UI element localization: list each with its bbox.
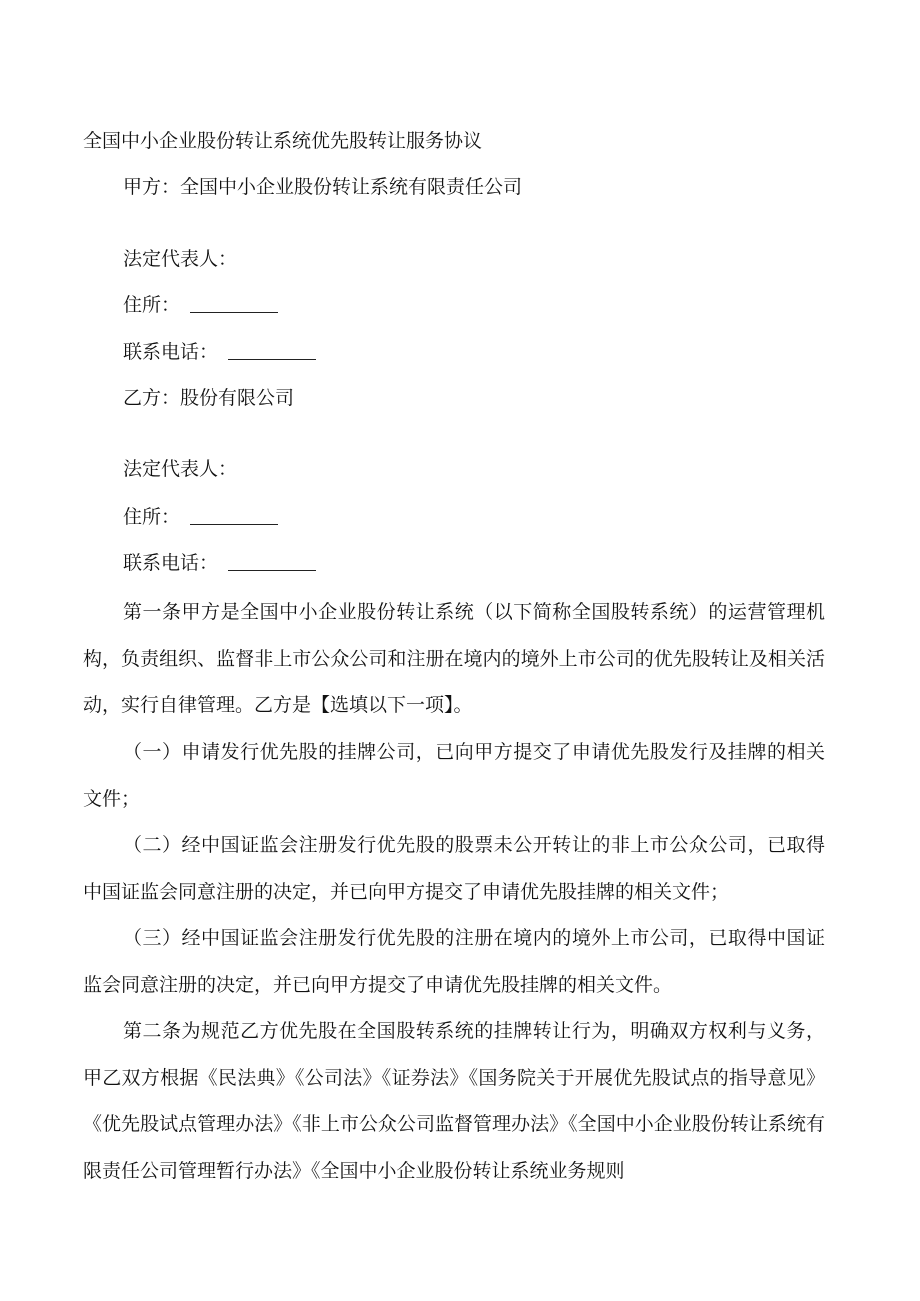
party-a-name: 甲方：全国中小企业股份转让系统有限责任公司 xyxy=(123,176,523,198)
article-2: 第二条为规范乙方优先股在全国股转系统的挂牌转让行为，明确双方权利与义务，甲乙双方根据《民法典》《公司法》《证券法》《国务院关于开展优先股试点的指导意见》《优先股试点管理办法》《非上市公众公司监督管理办法》《全国中小企业股份转让系统有限责任公司管理暂行办法》《全国中小企业股份转让系统业务规则 xyxy=(83,1020,825,1182)
party-b-address-label: 住所： xyxy=(123,506,181,528)
article-1: 第一条甲方是全国中小企业股份转让系统（以下简称全国股转系统）的运营管理机构，负责组织、监督非上市公众公司和注册在境内的境外上市公司的优先股转让及相关活动，实行自律管理。乙方是【选填以下一项】。 xyxy=(83,601,825,716)
article-1-option-3: （三）经中国证监会注册发行优先股的注册在境内的境外上市公司，已取得中国证监会同意注册的决定，并已向甲方提交了申请优先股挂牌的相关文件。 xyxy=(83,927,825,996)
party-a-address-label: 住所： xyxy=(123,294,181,316)
party-b-name: 乙方：股份有限公司 xyxy=(123,387,295,409)
party-b-phone xyxy=(123,549,316,577)
document-title: 全国中小企业股份转让系统优先股转让服务协议 xyxy=(83,130,483,152)
party-a-phone-label: 联系电话： xyxy=(123,341,219,363)
party-b-phone-blank xyxy=(228,552,316,571)
party-b-representative: 法定代表人： xyxy=(123,458,238,480)
article-1-option-2: （二）经中国证监会注册发行优先股的股票未公开转让的非上市公众公司，已取得中国证监会同意注册的决定，并已向甲方提交了申请优先股挂牌的相关文件； xyxy=(83,834,825,903)
party-a-address-blank xyxy=(190,294,278,313)
party-a-phone-blank xyxy=(228,341,316,360)
party-a-representative: 法定代表人： xyxy=(123,248,238,270)
article-1-option-1: （一）申请发行优先股的挂牌公司，已向甲方提交了申请优先股发行及挂牌的相关文件； xyxy=(83,741,825,810)
party-b-phone-label: 联系电话： xyxy=(123,552,219,574)
party-b-address-blank xyxy=(190,506,278,525)
party-a-phone xyxy=(123,338,316,366)
party-a-address xyxy=(123,291,278,319)
party-b-address xyxy=(123,503,278,531)
